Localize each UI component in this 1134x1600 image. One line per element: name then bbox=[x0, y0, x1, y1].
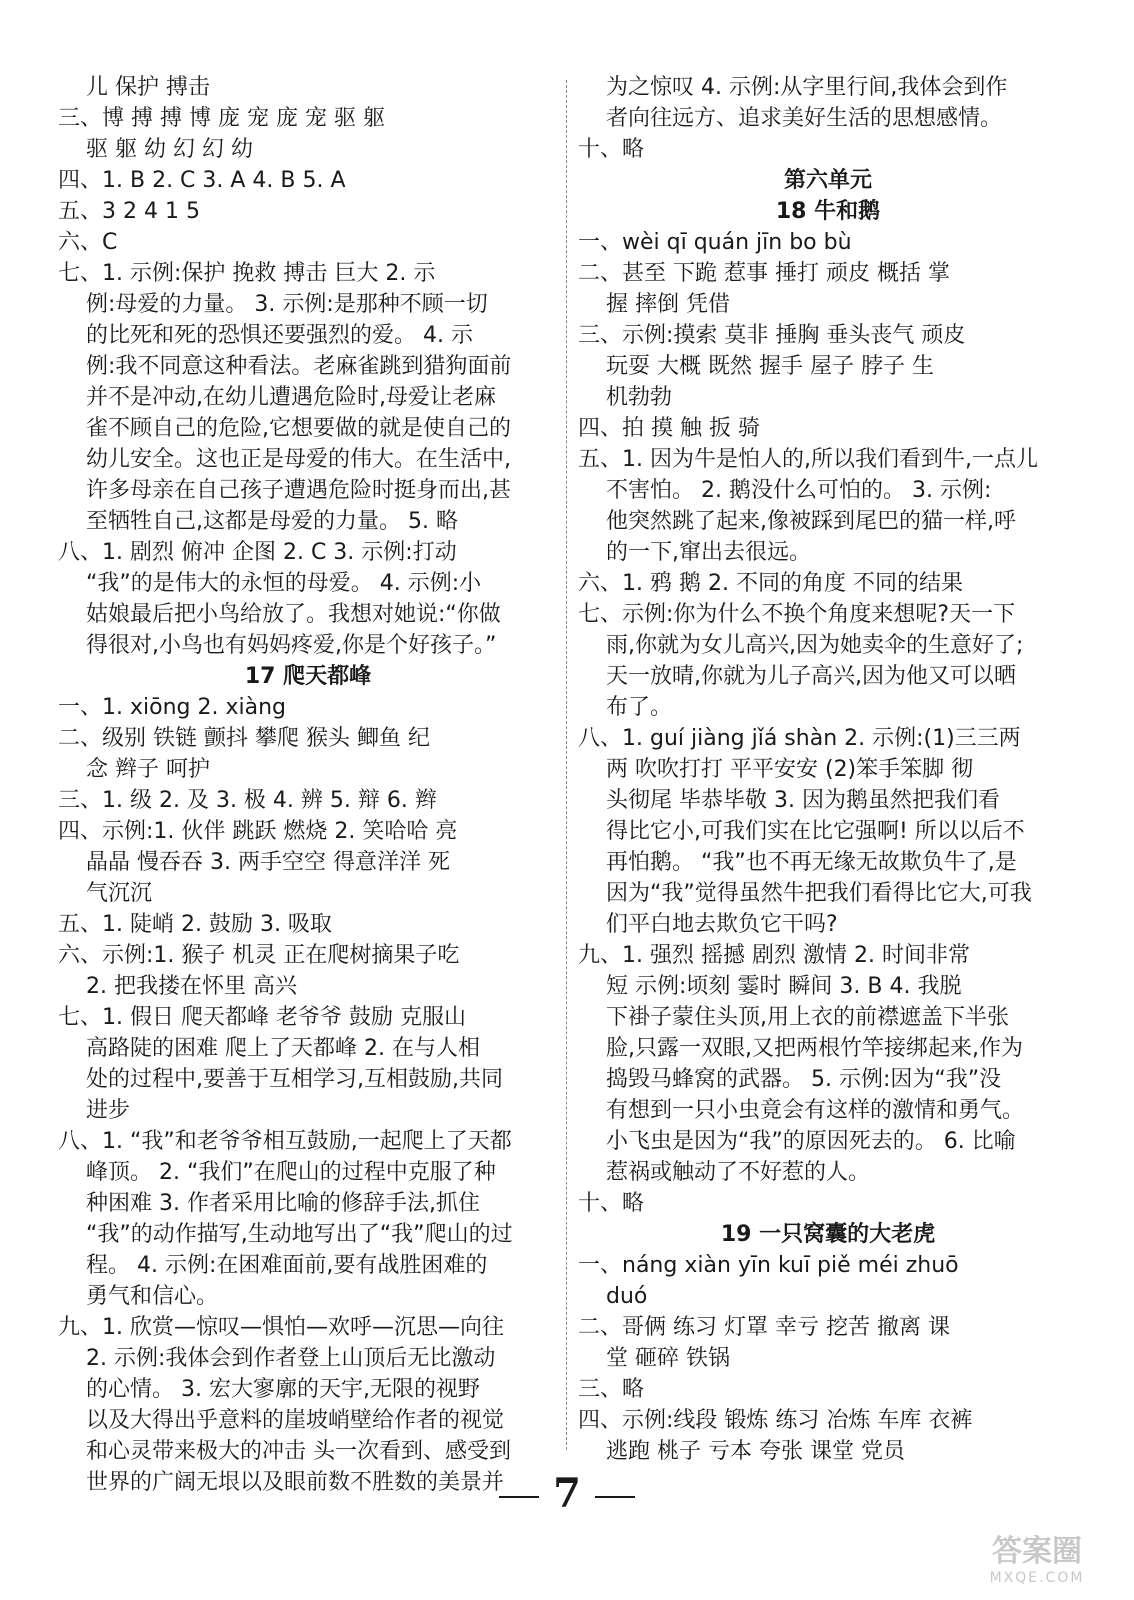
left-answer-line: 2. 示例:我体会到作者登上山顶后无比激动 bbox=[86, 1346, 496, 1371]
right-answer-line: 堂 砸碎 铁锅 bbox=[606, 1346, 730, 1371]
right-column bbox=[578, 72, 1078, 1467]
left-answer-line: 的心情。 3. 宏大寥廓的天宇,无限的视野 bbox=[86, 1377, 480, 1402]
left-answer-line: 晶晶 慢吞吞 3. 两手空空 得意洋洋 死 bbox=[86, 850, 450, 875]
right-answer-line: 十、略 bbox=[578, 137, 645, 162]
left-answer-line: 处的过程中,要善于互相学习,互相鼓励,共同 bbox=[86, 1067, 503, 1092]
left-answer-line: 念 辫子 呵护 bbox=[86, 757, 210, 782]
left-answer-line: 五、1. 陡峭 2. 鼓励 3. 吸取 bbox=[58, 912, 332, 937]
right-answer-line: 不害怕。 2. 鹅没什么可怕的。 3. 示例: bbox=[606, 478, 992, 503]
left-answer-line: “我”的是伟大的永恒的母爱。 4. 示例:小 bbox=[86, 571, 482, 596]
right-answer-line: 二、哥俩 练习 灯罩 幸亏 挖苦 撤离 课 bbox=[578, 1315, 950, 1340]
right-answer-line: 惹祸或触动了不好惹的人。 bbox=[606, 1160, 871, 1185]
left-answer-line: 九、1. 欣赏—惊叹—惧怕—欢呼—沉思—向往 bbox=[58, 1315, 504, 1340]
right-answer-line: 三、略 bbox=[578, 1377, 645, 1402]
right-section-heading: 18 牛和鹅 bbox=[775, 199, 881, 224]
right-answer-line: 再怕鹅。 “我”也不再无缘无故欺负牛了,是 bbox=[606, 850, 1017, 875]
right-answer-line: 下褂子蒙住头顶,用上衣的前襟遮盖下半张 bbox=[606, 1005, 1009, 1030]
right-answer-line: 有想到一只小虫竟会有这样的激情和勇气。 bbox=[606, 1098, 1025, 1123]
left-column bbox=[58, 72, 558, 1498]
left-answer-line: 四、1. B 2. C 3. A 4. B 5. A bbox=[58, 168, 346, 193]
left-answer-line: 七、1. 示例:保护 挽救 搏击 巨大 2. 示 bbox=[58, 261, 436, 286]
left-answer-line: 种困难 3. 作者采用比喻的修辞手法,抓住 bbox=[86, 1191, 480, 1216]
page-number: 7 bbox=[553, 1470, 581, 1517]
left-answer-line: 雀不顾自己的危险,它想要做的就是使自己的 bbox=[86, 416, 511, 441]
left-answer-line: 儿 保护 搏击 bbox=[86, 75, 210, 100]
left-answer-line: 五、3 2 4 1 5 bbox=[58, 199, 200, 224]
right-answer-line: 小飞虫是因为“我”的原因死去的。 6. 比喻 bbox=[606, 1129, 1016, 1154]
left-answer-line: 进步 bbox=[86, 1098, 131, 1123]
right-answer-line: 天一放晴,你就为儿子高兴,因为他又可以晒 bbox=[606, 664, 1016, 689]
left-answer-line: 四、示例:1. 伙伴 跳跃 燃烧 2. 笑哈哈 亮 bbox=[58, 819, 458, 844]
left-answer-line: “我”的动作描写,生动地写出了“我”爬山的过 bbox=[86, 1222, 513, 1247]
left-answer-line: 三、1. 级 2. 及 3. 极 4. 辨 5. 辩 6. 辫 bbox=[58, 788, 437, 813]
left-answer-line: 2. 把我搂在怀里 高兴 bbox=[86, 974, 297, 999]
left-answer-line: 六、示例:1. 猴子 机灵 正在爬树摘果子吃 bbox=[58, 943, 460, 968]
left-answer-line: 一、1. xiōng 2. xiàng bbox=[58, 695, 286, 720]
right-answer-line: 四、示例:线段 锻炼 练习 冶炼 车库 衣裤 bbox=[578, 1408, 973, 1433]
right-answer-line: 得比它小,可我们实在比它强啊! 所以以后不 bbox=[606, 819, 1025, 844]
left-answer-line: 例:母爱的力量。 3. 示例:是那种不顾一切 bbox=[86, 292, 488, 317]
right-answer-line: 们平白地去欺负它干吗? bbox=[606, 912, 838, 937]
right-answer-line: 头彻尾 毕恭毕敬 3. 因为鹅虽然把我们看 bbox=[606, 788, 1000, 813]
left-answer-line: 二、级别 铁链 颤抖 攀爬 猴头 鲫鱼 纪 bbox=[58, 726, 430, 751]
right-answer-line: 的一下,窜出去很远。 bbox=[606, 540, 811, 565]
left-answer-line: 程。 4. 示例:在困难面前,要有战胜困难的 bbox=[86, 1253, 488, 1278]
left-answer-line: 得很对,小鸟也有妈妈疼爱,你是个好孩子。” bbox=[86, 633, 497, 658]
left-answer-line: 峰顶。 2. “我们”在爬山的过程中克服了种 bbox=[86, 1160, 496, 1185]
right-answer-line: 六、1. 鸦 鹅 2. 不同的角度 不同的结果 bbox=[578, 571, 963, 596]
left-answer-line: 姑娘最后把小鸟给放了。我想对她说:“你做 bbox=[86, 602, 501, 627]
footer-dash-right bbox=[595, 1496, 635, 1498]
right-answer-line: 短 示例:顷刻 霎时 瞬间 3. B 4. 我脱 bbox=[606, 974, 962, 999]
right-answer-line: 者向往远方、追求美好生活的思想感情。 bbox=[606, 106, 1003, 131]
right-answer-line: 十、略 bbox=[578, 1191, 645, 1216]
right-answer-line: 四、拍 摸 触 扳 骑 bbox=[578, 416, 760, 441]
left-answer-line: 八、1. 剧烈 俯冲 企图 2. C 3. 示例:打动 bbox=[58, 540, 457, 565]
right-answer-line: 机勃勃 bbox=[606, 385, 673, 410]
right-answer-line: 七、示例:你为什么不换个角度来想呢?天一下 bbox=[578, 602, 1016, 627]
watermark-logo bbox=[962, 1534, 1112, 1586]
right-answer-line: 他突然跳了起来,像被踩到尾巴的猫一样,呼 bbox=[606, 509, 1016, 534]
left-answer-line: 高路陡的困难 爬上了天都峰 2. 在与人相 bbox=[86, 1036, 480, 1061]
footer-dash-left bbox=[499, 1496, 539, 1498]
right-answer-line: 两 吹吹打打 平平安安 (2)笨手笨脚 彻 bbox=[606, 757, 974, 782]
right-answer-line: 一、náng xiàn yīn kuī piě méi zhuō bbox=[578, 1253, 959, 1278]
right-answer-line: 为之惊叹 4. 示例:从字里行间,我体会到作 bbox=[606, 75, 1008, 100]
left-answer-line: 气沉沉 bbox=[86, 881, 153, 906]
left-answer-line: 并不是冲动,在幼儿遭遇危险时,母爱让老麻 bbox=[86, 385, 496, 410]
left-answer-line: 至牺牲自己,这都是母爱的力量。 5. 略 bbox=[86, 509, 458, 534]
left-answer-line: 例:我不同意这种看法。老麻雀跳到猎狗面前 bbox=[86, 354, 512, 379]
left-answer-line: 世界的广阔无垠以及眼前数不胜数的美景并 bbox=[86, 1470, 505, 1495]
right-answer-line: 八、1. guí jiàng jǐá shàn 2. 示例:(1)三三两 bbox=[578, 726, 1021, 751]
watermark-sub: MXQE.COM bbox=[989, 1570, 1085, 1586]
left-answer-line: 的比死和死的恐惧还要强烈的爱。 4. 示 bbox=[86, 323, 473, 348]
left-answer-line: 和心灵带来极大的冲击 头一次看到、感受到 bbox=[86, 1439, 511, 1464]
left-answer-line: 许多母亲在自己孩子遭遇危险时挺身而出,甚 bbox=[86, 478, 511, 503]
right-answer-line: duó bbox=[606, 1284, 648, 1309]
column-divider bbox=[566, 80, 568, 1450]
right-answer-line: 捣毁马蜂窝的武器。 5. 示例:因为“我”没 bbox=[606, 1067, 1002, 1092]
left-answer-line: 六、C bbox=[58, 230, 118, 255]
right-answer-line: 九、1. 强烈 摇撼 剧烈 激情 2. 时间非常 bbox=[578, 943, 970, 968]
left-answer-line: 勇气和信心。 bbox=[86, 1284, 219, 1309]
right-answer-line: 一、wèi qī quán jīn bo bù bbox=[578, 230, 852, 255]
left-section-heading: 17 爬天都峰 bbox=[244, 664, 372, 689]
right-answer-line: 二、甚至 下跪 惹事 捶打 顽皮 概括 掌 bbox=[578, 261, 950, 286]
watermark-main: 答案圈 bbox=[992, 1534, 1082, 1569]
right-answer-line: 逃跑 桃子 亏本 夸张 课堂 党员 bbox=[606, 1439, 905, 1464]
left-answer-line: 三、博 搏 搏 博 庞 宠 庞 宠 驱 躯 bbox=[58, 106, 385, 131]
right-section-heading: 19 一只窝囊的大老虎 bbox=[720, 1222, 936, 1247]
left-answer-line: 幼儿安全。这也正是母爱的伟大。在生活中, bbox=[86, 447, 511, 472]
right-answer-line: 脸,只露一双眼,又把两根竹竿接绑起来,作为 bbox=[606, 1036, 1023, 1061]
left-answer-line: 八、1. “我”和老爷爷相互鼓励,一起爬上了天都 bbox=[58, 1129, 512, 1154]
left-answer-line: 七、1. 假日 爬天都峰 老爷爷 鼓励 克服山 bbox=[58, 1005, 466, 1030]
right-answer-line: 三、示例:摸索 莫非 捶胸 垂头丧气 顽皮 bbox=[578, 323, 966, 348]
right-answer-line: 玩耍 大概 既然 握手 屋子 脖子 生 bbox=[606, 354, 934, 379]
left-answer-line: 以及大得出乎意料的崖坡峭壁给作者的视觉 bbox=[86, 1408, 505, 1433]
right-answer-line: 因为“我”觉得虽然牛把我们看得比它大,可我 bbox=[606, 881, 1032, 906]
right-answer-line: 握 摔倒 凭借 bbox=[606, 292, 730, 317]
right-answer-line: 五、1. 因为牛是怕人的,所以我们看到牛,一点儿 bbox=[578, 447, 1038, 472]
page-footer bbox=[0, 1470, 1134, 1517]
left-answer-line: 驱 躯 幼 幻 幻 幼 bbox=[86, 137, 253, 162]
right-answer-line: 布了。 bbox=[606, 695, 673, 720]
right-answer-line: 雨,你就为女儿高兴,因为她卖伞的生意好了; bbox=[606, 633, 1024, 658]
right-section-heading: 第六单元 bbox=[783, 168, 872, 193]
